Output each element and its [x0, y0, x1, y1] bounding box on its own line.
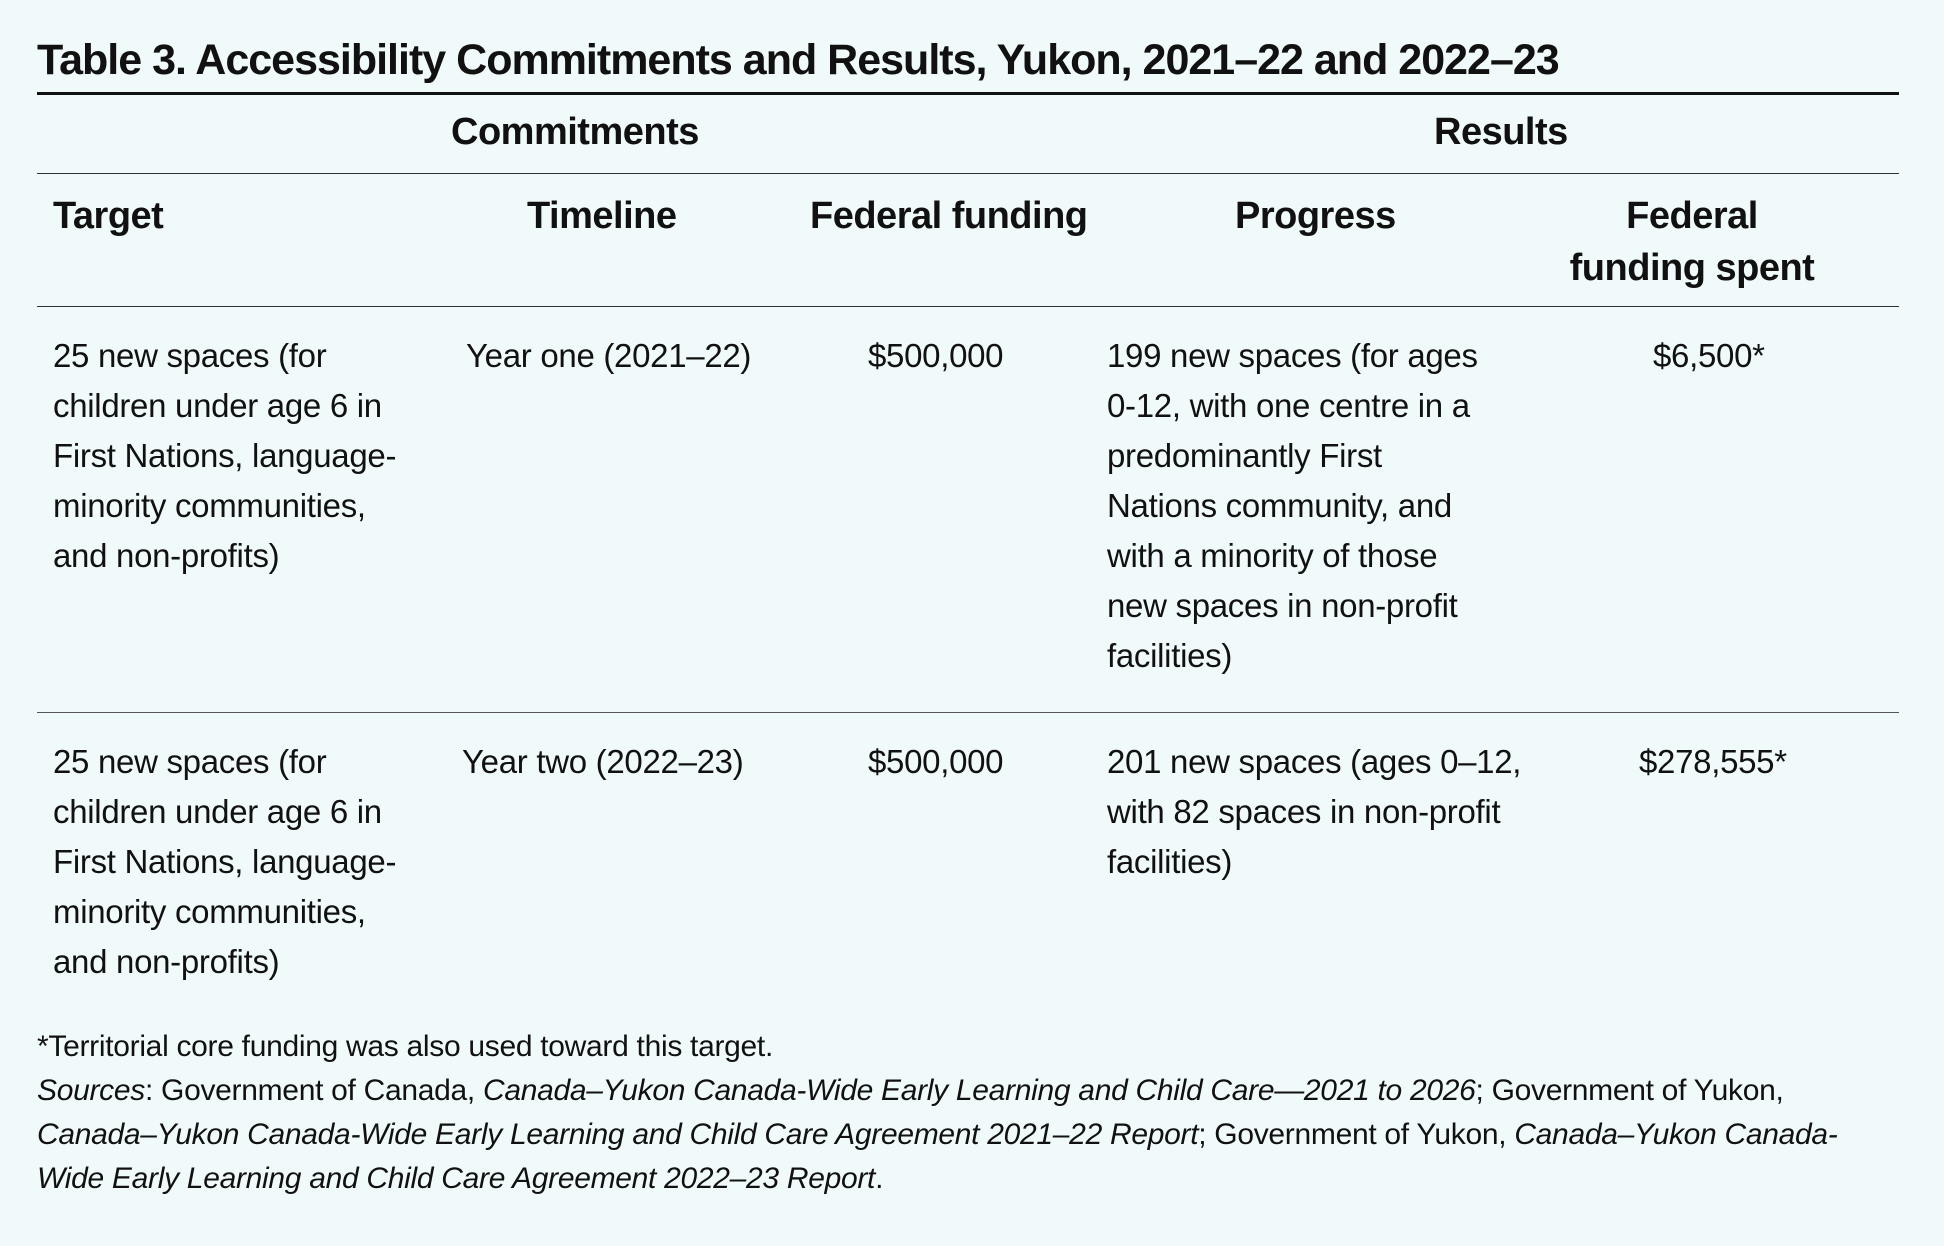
cell-progress: 199 new spaces (for ages 0-12, with one centre in a predominantly First Nations community, and with a minority of those new spaces in non-profit facilities): [1107, 337, 1478, 674]
table-title: Table 3. Accessibility Commitments and Results, Yukon, 2021–22 and 2022–23: [37, 30, 1899, 95]
source-2-publisher: ; Government of Yukon,: [1475, 1074, 1784, 1107]
column-header-row: [37, 174, 1899, 307]
column-group-header-row: [37, 95, 1899, 174]
source-3-publisher: ; Government of Yukon,: [1198, 1118, 1515, 1151]
table-row: [37, 307, 1899, 713]
source-3-title: Canada–Yukon Canada-Wide Early Learning and Child Care Agreement 2022–23 Report: [37, 1118, 1838, 1195]
sources-note: [37, 1069, 1897, 1201]
sources-label: Sources: [37, 1074, 145, 1107]
sources-end: .: [875, 1162, 884, 1195]
table-row: [37, 713, 1899, 980]
column-header-target: Target: [53, 195, 164, 237]
cell-federal-funding-spent: $6,500*: [1653, 337, 1765, 374]
cell-timeline: Year one (2021–22): [466, 337, 752, 374]
cell-progress: 201 new spaces (ages 0–12, with 82 spaces in non-profit facilities): [1107, 743, 1522, 880]
group-header-results: Results: [1434, 111, 1568, 153]
cell-federal-funding-spent: $278,555*: [1639, 743, 1787, 780]
column-header-progress: Progress: [1235, 195, 1396, 237]
table-notes: [37, 1025, 1897, 1201]
source-1-publisher: : Government of Canada,: [144, 1074, 483, 1107]
cell-federal-funding: $500,000: [868, 337, 1004, 374]
footnote: *Territorial core funding was also used toward this target.: [37, 1030, 774, 1063]
column-header-federal-funding-spent: Federal funding spent: [1569, 195, 1815, 289]
cell-target: 25 new spaces (for children under age 6 in First Nations, language-minority communities, and non-profits): [53, 743, 397, 980]
column-header-timeline: Timeline: [527, 195, 677, 237]
cell-timeline: Year two (2022–23): [462, 743, 744, 780]
group-header-commitments: Commitments: [451, 111, 699, 153]
source-1-title: Canada–Yukon Canada-Wide Early Learning and Child Care—2021 to 2026: [482, 1074, 1476, 1107]
source-2-title: Canada–Yukon Canada-Wide Early Learning and Child Care Agreement 2021–22 Report: [37, 1118, 1199, 1151]
cell-target: 25 new spaces (for children under age 6 in First Nations, language-minority communities, and non-profits): [53, 337, 397, 574]
column-header-federal-funding: Federal funding: [810, 195, 1088, 237]
table-figure: [37, 30, 1899, 980]
cell-federal-funding: $500,000: [868, 743, 1004, 780]
